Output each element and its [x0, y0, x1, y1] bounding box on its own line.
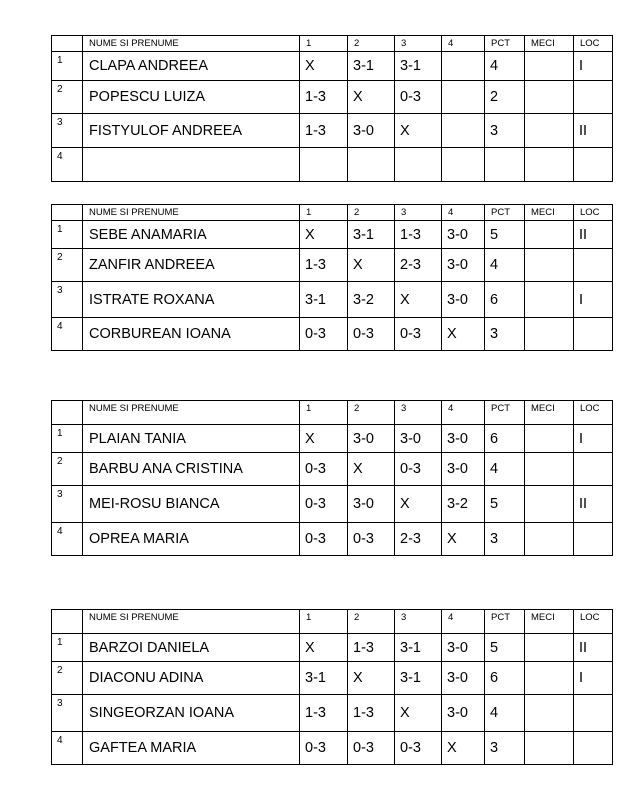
result-cell-r2: 0-3	[348, 318, 395, 351]
matches-cell	[525, 318, 574, 351]
points-cell: 2	[485, 81, 525, 114]
matches-cell	[525, 486, 574, 523]
place-cell: I	[574, 425, 613, 453]
result-cell-r3: 3-1	[395, 662, 442, 695]
place-cell	[574, 523, 613, 556]
result-cell-r4	[442, 114, 485, 148]
result-cell-r4: X	[442, 523, 485, 556]
row-number: 1	[52, 425, 83, 453]
result-cell-r4: X	[442, 732, 485, 765]
table-row	[52, 425, 613, 453]
header-r4: 4	[442, 36, 485, 52]
result-cell-r1: X	[300, 634, 348, 662]
points-cell: 5	[485, 221, 525, 249]
player-name: ISTRATE ROXANA	[83, 282, 300, 318]
points-cell: 4	[485, 453, 525, 486]
player-name: SEBE ANAMARIA	[83, 221, 300, 249]
header-loc: LOC	[574, 36, 613, 52]
row-number: 1	[52, 221, 83, 249]
matches-cell	[525, 221, 574, 249]
header-name: NUME SI PRENUME	[83, 610, 300, 634]
points-cell: 4	[485, 249, 525, 282]
result-cell-r1: 1-3	[300, 695, 348, 732]
group-table-1	[51, 35, 613, 182]
row-number: 2	[52, 249, 83, 282]
points-cell: 3	[485, 523, 525, 556]
result-cell-r3: 1-3	[395, 221, 442, 249]
group-table-3	[51, 400, 613, 556]
row-number: 2	[52, 81, 83, 114]
player-name: SINGEORZAN IOANA	[83, 695, 300, 732]
header-pct: PCT	[485, 401, 525, 425]
result-cell-r2: 0-3	[348, 732, 395, 765]
points-cell: 3	[485, 318, 525, 351]
row-number: 3	[52, 114, 83, 148]
header-r3: 3	[395, 205, 442, 221]
result-cell-r1: 0-3	[300, 318, 348, 351]
result-cell-r2: 3-0	[348, 114, 395, 148]
player-name: CLAPA ANDREEA	[83, 52, 300, 81]
result-cell-r1: 0-3	[300, 732, 348, 765]
result-cell-r3: 3-1	[395, 634, 442, 662]
header-r1: 1	[300, 36, 348, 52]
header-meci: MECI	[525, 401, 574, 425]
result-cell-r3: 0-3	[395, 81, 442, 114]
place-cell	[574, 453, 613, 486]
header-row	[52, 205, 613, 221]
header-name: NUME SI PRENUME	[83, 401, 300, 425]
table-row	[52, 662, 613, 695]
player-name: DIACONU ADINA	[83, 662, 300, 695]
row-number: 3	[52, 695, 83, 732]
table-row	[52, 453, 613, 486]
result-cell-r1: X	[300, 425, 348, 453]
place-cell: II	[574, 114, 613, 148]
result-cell-r4: 3-0	[442, 221, 485, 249]
header-name: NUME SI PRENUME	[83, 205, 300, 221]
result-cell-r1: 3-1	[300, 282, 348, 318]
result-cell-r3: 0-3	[395, 453, 442, 486]
header-r2: 2	[348, 610, 395, 634]
points-cell: 5	[485, 486, 525, 523]
result-cell-r3: 3-0	[395, 425, 442, 453]
result-cell-r3: X	[395, 114, 442, 148]
row-number: 4	[52, 523, 83, 556]
table-row	[52, 282, 613, 318]
place-cell	[574, 695, 613, 732]
result-cell-r4: 3-2	[442, 486, 485, 523]
place-cell	[574, 249, 613, 282]
points-cell: 3	[485, 732, 525, 765]
result-cell-r4: 3-0	[442, 453, 485, 486]
matches-cell	[525, 114, 574, 148]
result-cell-r1: 1-3	[300, 249, 348, 282]
matches-cell	[525, 634, 574, 662]
header-meci: MECI	[525, 610, 574, 634]
group-table-4	[51, 609, 613, 765]
result-cell-r2: X	[348, 81, 395, 114]
header-r3: 3	[395, 610, 442, 634]
header-pct: PCT	[485, 610, 525, 634]
result-cell-r2	[348, 148, 395, 182]
result-cell-r4: 3-0	[442, 634, 485, 662]
row-number: 2	[52, 662, 83, 695]
result-cell-r4: X	[442, 318, 485, 351]
player-name: BARBU ANA CRISTINA	[83, 453, 300, 486]
result-cell-r1: 0-3	[300, 486, 348, 523]
header-number-cell	[52, 610, 83, 634]
place-cell	[574, 148, 613, 182]
header-loc: LOC	[574, 610, 613, 634]
header-meci: MECI	[525, 205, 574, 221]
row-number: 4	[52, 732, 83, 765]
table-row	[52, 634, 613, 662]
table-row	[52, 81, 613, 114]
result-cell-r3: 3-1	[395, 52, 442, 81]
result-cell-r1	[300, 148, 348, 182]
header-r1: 1	[300, 610, 348, 634]
row-number: 3	[52, 282, 83, 318]
result-cell-r2: 3-0	[348, 425, 395, 453]
points-cell: 4	[485, 695, 525, 732]
header-name: NUME SI PRENUME	[83, 36, 300, 52]
place-cell	[574, 732, 613, 765]
matches-cell	[525, 453, 574, 486]
result-cell-r3: 0-3	[395, 318, 442, 351]
result-cell-r2: 3-1	[348, 221, 395, 249]
result-cell-r3: X	[395, 695, 442, 732]
matches-cell	[525, 52, 574, 81]
player-name: CORBUREAN IOANA	[83, 318, 300, 351]
result-cell-r1: 1-3	[300, 114, 348, 148]
header-meci: MECI	[525, 36, 574, 52]
place-cell: I	[574, 282, 613, 318]
header-r2: 2	[348, 36, 395, 52]
matches-cell	[525, 695, 574, 732]
matches-cell	[525, 662, 574, 695]
result-cell-r2: 1-3	[348, 695, 395, 732]
result-cell-r2: X	[348, 249, 395, 282]
header-loc: LOC	[574, 205, 613, 221]
player-name: FISTYULOF ANDREEA	[83, 114, 300, 148]
result-cell-r1: 3-1	[300, 662, 348, 695]
place-cell	[574, 81, 613, 114]
header-number-cell	[52, 36, 83, 52]
table-row	[52, 114, 613, 148]
result-cell-r4: 3-0	[442, 249, 485, 282]
matches-cell	[525, 148, 574, 182]
result-cell-r1: 0-3	[300, 453, 348, 486]
player-name	[83, 148, 300, 182]
result-cell-r4: 3-0	[442, 425, 485, 453]
row-number: 4	[52, 148, 83, 182]
header-r3: 3	[395, 36, 442, 52]
points-cell: 4	[485, 52, 525, 81]
header-r2: 2	[348, 205, 395, 221]
header-row	[52, 610, 613, 634]
points-cell	[485, 148, 525, 182]
header-r3: 3	[395, 401, 442, 425]
row-number: 1	[52, 634, 83, 662]
header-r4: 4	[442, 610, 485, 634]
result-cell-r3: 0-3	[395, 732, 442, 765]
result-cell-r4: 3-0	[442, 282, 485, 318]
points-cell: 6	[485, 662, 525, 695]
table-row	[52, 695, 613, 732]
result-cell-r2: 3-0	[348, 486, 395, 523]
result-cell-r2: X	[348, 453, 395, 486]
header-number-cell	[52, 205, 83, 221]
group-table-2	[51, 204, 613, 351]
header-pct: PCT	[485, 36, 525, 52]
points-cell: 3	[485, 114, 525, 148]
header-loc: LOC	[574, 401, 613, 425]
table-row	[52, 249, 613, 282]
result-cell-r4: 3-0	[442, 695, 485, 732]
points-cell: 5	[485, 634, 525, 662]
header-pct: PCT	[485, 205, 525, 221]
header-r4: 4	[442, 205, 485, 221]
points-cell: 6	[485, 425, 525, 453]
player-name: BARZOI DANIELA	[83, 634, 300, 662]
header-r4: 4	[442, 401, 485, 425]
header-number-cell	[52, 401, 83, 425]
place-cell: II	[574, 634, 613, 662]
matches-cell	[525, 282, 574, 318]
player-name: OPREA MARIA	[83, 523, 300, 556]
result-cell-r2: 1-3	[348, 634, 395, 662]
matches-cell	[525, 249, 574, 282]
matches-cell	[525, 425, 574, 453]
result-cell-r4	[442, 52, 485, 81]
table-row	[52, 221, 613, 249]
player-name: PLAIAN TANIA	[83, 425, 300, 453]
result-cell-r3: X	[395, 486, 442, 523]
points-cell: 6	[485, 282, 525, 318]
place-cell	[574, 318, 613, 351]
row-number: 3	[52, 486, 83, 523]
result-cell-r4	[442, 81, 485, 114]
result-cell-r2: 3-2	[348, 282, 395, 318]
table-row	[52, 52, 613, 81]
result-cell-r4	[442, 148, 485, 182]
result-cell-r2: 3-1	[348, 52, 395, 81]
result-cell-r3: X	[395, 282, 442, 318]
table-row	[52, 148, 613, 182]
place-cell: I	[574, 662, 613, 695]
row-number: 1	[52, 52, 83, 81]
place-cell: II	[574, 221, 613, 249]
matches-cell	[525, 732, 574, 765]
result-cell-r3: 2-3	[395, 249, 442, 282]
matches-cell	[525, 81, 574, 114]
header-r1: 1	[300, 401, 348, 425]
result-cell-r2: X	[348, 662, 395, 695]
result-cell-r3	[395, 148, 442, 182]
table-row	[52, 732, 613, 765]
header-r2: 2	[348, 401, 395, 425]
table-row	[52, 523, 613, 556]
header-row	[52, 401, 613, 425]
result-cell-r2: 0-3	[348, 523, 395, 556]
place-cell: II	[574, 486, 613, 523]
player-name: MEI-ROSU BIANCA	[83, 486, 300, 523]
row-number: 2	[52, 453, 83, 486]
result-cell-r1: X	[300, 52, 348, 81]
result-cell-r1: 0-3	[300, 523, 348, 556]
result-cell-r1: X	[300, 221, 348, 249]
player-name: ZANFIR ANDREEA	[83, 249, 300, 282]
table-row	[52, 486, 613, 523]
player-name: GAFTEA MARIA	[83, 732, 300, 765]
header-row	[52, 36, 613, 52]
row-number: 4	[52, 318, 83, 351]
player-name: POPESCU LUIZA	[83, 81, 300, 114]
header-r1: 1	[300, 205, 348, 221]
result-cell-r4: 3-0	[442, 662, 485, 695]
place-cell: I	[574, 52, 613, 81]
result-cell-r1: 1-3	[300, 81, 348, 114]
result-cell-r3: 2-3	[395, 523, 442, 556]
matches-cell	[525, 523, 574, 556]
table-row	[52, 318, 613, 351]
